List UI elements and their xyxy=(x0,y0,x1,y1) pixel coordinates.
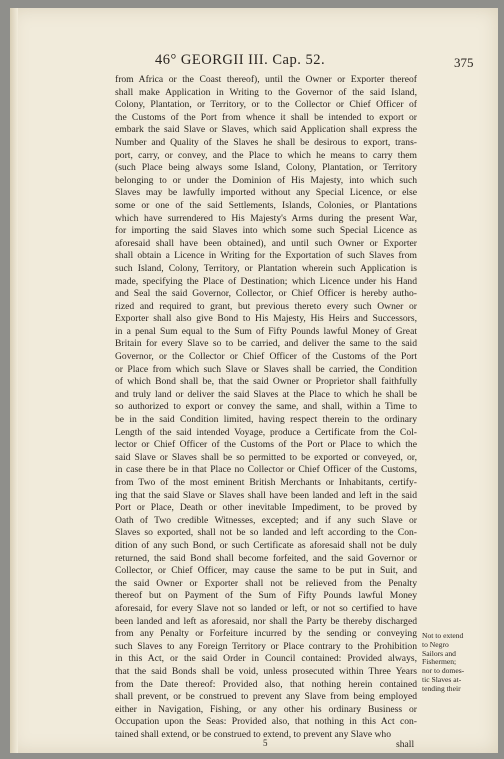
body-line: or Place from which such Slave or Slaves shall be carried, the Condition xyxy=(115,363,417,375)
running-head: 46° GEORGII III. Cap. 52. xyxy=(155,52,326,68)
body-line: shall prevent, or be construed to prevent any Slave from being employed xyxy=(115,691,417,703)
body-line: dition of any such Bond, or such Certificate as aforesaid shall not be duly xyxy=(115,539,417,551)
body-line: Governor, or the Collector or Chief Officer of the Customs of the Port xyxy=(115,351,417,363)
body-line: port, carry, or convey, and the Place to which he means to carry them xyxy=(115,149,417,161)
body-line: rized and required to grant, but previous thereto every such Owner or xyxy=(115,300,417,312)
body-line: the Customs of the Port from whence it shall be intended to export or xyxy=(115,111,417,123)
body-line: embark the said Slave or Slaves, which said Application shall express the xyxy=(115,124,417,136)
body-line: Britain for every Slave so to be carried, and deliver the same to the said xyxy=(115,338,417,350)
body-line: Oath of Two credible Witnesses, excepted; and if any such Slave or xyxy=(115,514,417,526)
body-line: belonging to or under the Dominion of His Majesty, into which such xyxy=(115,174,417,186)
body-line: either in Navigation, Fishing, or any other his ordinary Business or xyxy=(115,703,417,715)
body-line: said Slave or Slaves shall be so permitted to be exported or conveyed, or, xyxy=(115,451,417,463)
body-line: from Two of the most eminent British Merchants or Inhabitants, certify- xyxy=(115,477,417,488)
body-line: made, specifying the Place of Destination; which Licence under his Hand xyxy=(115,275,417,287)
body-line: returned, the said Bond shall become forfeited, and the said Governor or xyxy=(115,552,417,564)
body-line: Slaves may be lawfully imported without any Special Licence, or else xyxy=(115,187,417,199)
body-line: some or one of the said Settlements, Islands, Colonies, or Plantations xyxy=(115,199,417,211)
page-edge xyxy=(10,8,18,753)
body-line: from Africa or the Coast thereof), until the Owner or Exporter thereof xyxy=(115,74,417,85)
body-line: Collector, or Chief Officer, may cause the same to be put in Suit, and xyxy=(115,565,417,577)
body-line: ing that the said Slave or Slaves shall have been landed and left in the said xyxy=(115,489,417,501)
margin-note-line: to Negro xyxy=(422,639,449,649)
body-line: lector or Chief Officer of the Customs of the Port or Place to which the xyxy=(115,439,417,451)
body-line: thereof but on Payment of the Sum of Fifty Pounds lawful Money xyxy=(115,590,417,602)
margin-note xyxy=(422,632,494,694)
margin-note-line: tic Slaves at- xyxy=(422,674,462,684)
body-line: for importing the said Slaves into which some such Special Licence as xyxy=(115,225,417,237)
body-line: of which Bond shall be, that the said Owner or Proprietor shall faithfully xyxy=(115,376,417,388)
body-line: in this Act, or the said Order in Council contained: Provided always, xyxy=(115,653,417,665)
body-line: so authorized to export or convey the same, and shall, within a Time to xyxy=(115,401,417,413)
body-line: such Island, Colony, Territory, or Plantation wherein such Application is xyxy=(115,262,417,274)
margin-note-line: Not to extend xyxy=(422,631,464,640)
body-line: be in the said Condition limited, having respect therein to the ordinary xyxy=(115,414,417,426)
margin-note-line: nor to domes- xyxy=(422,666,465,676)
body-line: Exporter shall also give Bond to His Majesty, His Heirs and Successors, xyxy=(115,313,417,325)
body-line: in case there be in that Place no Collector or Chief Officer of the Customs, xyxy=(115,464,417,476)
margin-note-line: tending their xyxy=(422,683,461,693)
body-text xyxy=(115,74,417,741)
body-line: and truly land or deliver the said Slaves at the Place to which he shall be xyxy=(115,388,417,400)
body-line: Slaves so exported, shall not be so landed and left according to the Con- xyxy=(115,527,417,539)
body-line: been landed and left as aforesaid, nor shall the Party be thereby discharged xyxy=(115,615,417,627)
body-line: from any Penalty or Forfeiture incurred by the sending or conveying xyxy=(115,628,417,640)
body-line: and Seal the said Governor, Collector, or Chief Officer is hereby autho- xyxy=(115,288,417,300)
margin-note-line: Sailors and xyxy=(422,648,456,658)
signature-mark: 5 xyxy=(263,738,268,748)
body-line: Port or Place, Death or other inevitable Impediment, to be proved by xyxy=(115,502,417,514)
body-line: (such Place being always some Island, Colony, Plantation, or Territory xyxy=(115,162,417,174)
body-line: the said Owner or Exporter shall not be relieved from the Penalty xyxy=(115,577,417,589)
body-line: aforesaid, for every Slave not so landed or left, or not so certified to have xyxy=(115,602,417,614)
body-line: Occupation upon the Seas: Provided also, that nothing in this Act con- xyxy=(115,716,417,728)
body-line: shall obtain a Licence in Writing for the Exportation of such Slaves from xyxy=(115,250,417,262)
body-line: such Slaves to any Foreign Territory or Place contrary to the Prohibition xyxy=(115,640,417,652)
body-line: Length of the said intended Voyage, produce a Certificate from the Col- xyxy=(115,426,417,438)
page-number: 375 xyxy=(454,55,474,70)
body-line: that the said Bonds shall be void, unless prosecuted within Three Years xyxy=(115,665,417,677)
body-line: which have surrendered to His Majesty's Arms during the present War, xyxy=(115,212,417,224)
body-line: tained shall extend, or be construed to extend, to prevent any Slave who xyxy=(115,728,392,740)
body-line: Colony, Plantation, or Territory, or to the Collector or Chief Officer of xyxy=(115,99,417,111)
margin-note-line: Fishermen; xyxy=(422,657,457,667)
body-line: aforesaid shall have been obtained), and until such Owner or Exporter xyxy=(115,237,417,249)
statute-page xyxy=(10,8,498,753)
catchword: shall xyxy=(396,739,415,750)
body-line: from the Date thereof: Provided also, that nothing herein contained xyxy=(115,678,417,690)
body-line: shall make Application in Writing to the Governor of the said Island, xyxy=(115,86,417,98)
body-line: Number and Quality of the Slaves he shall be desirous to export, trans- xyxy=(115,136,417,148)
body-line: in a penal Sum equal to the Sum of Fifty Pounds lawful Money of Great xyxy=(115,325,417,337)
